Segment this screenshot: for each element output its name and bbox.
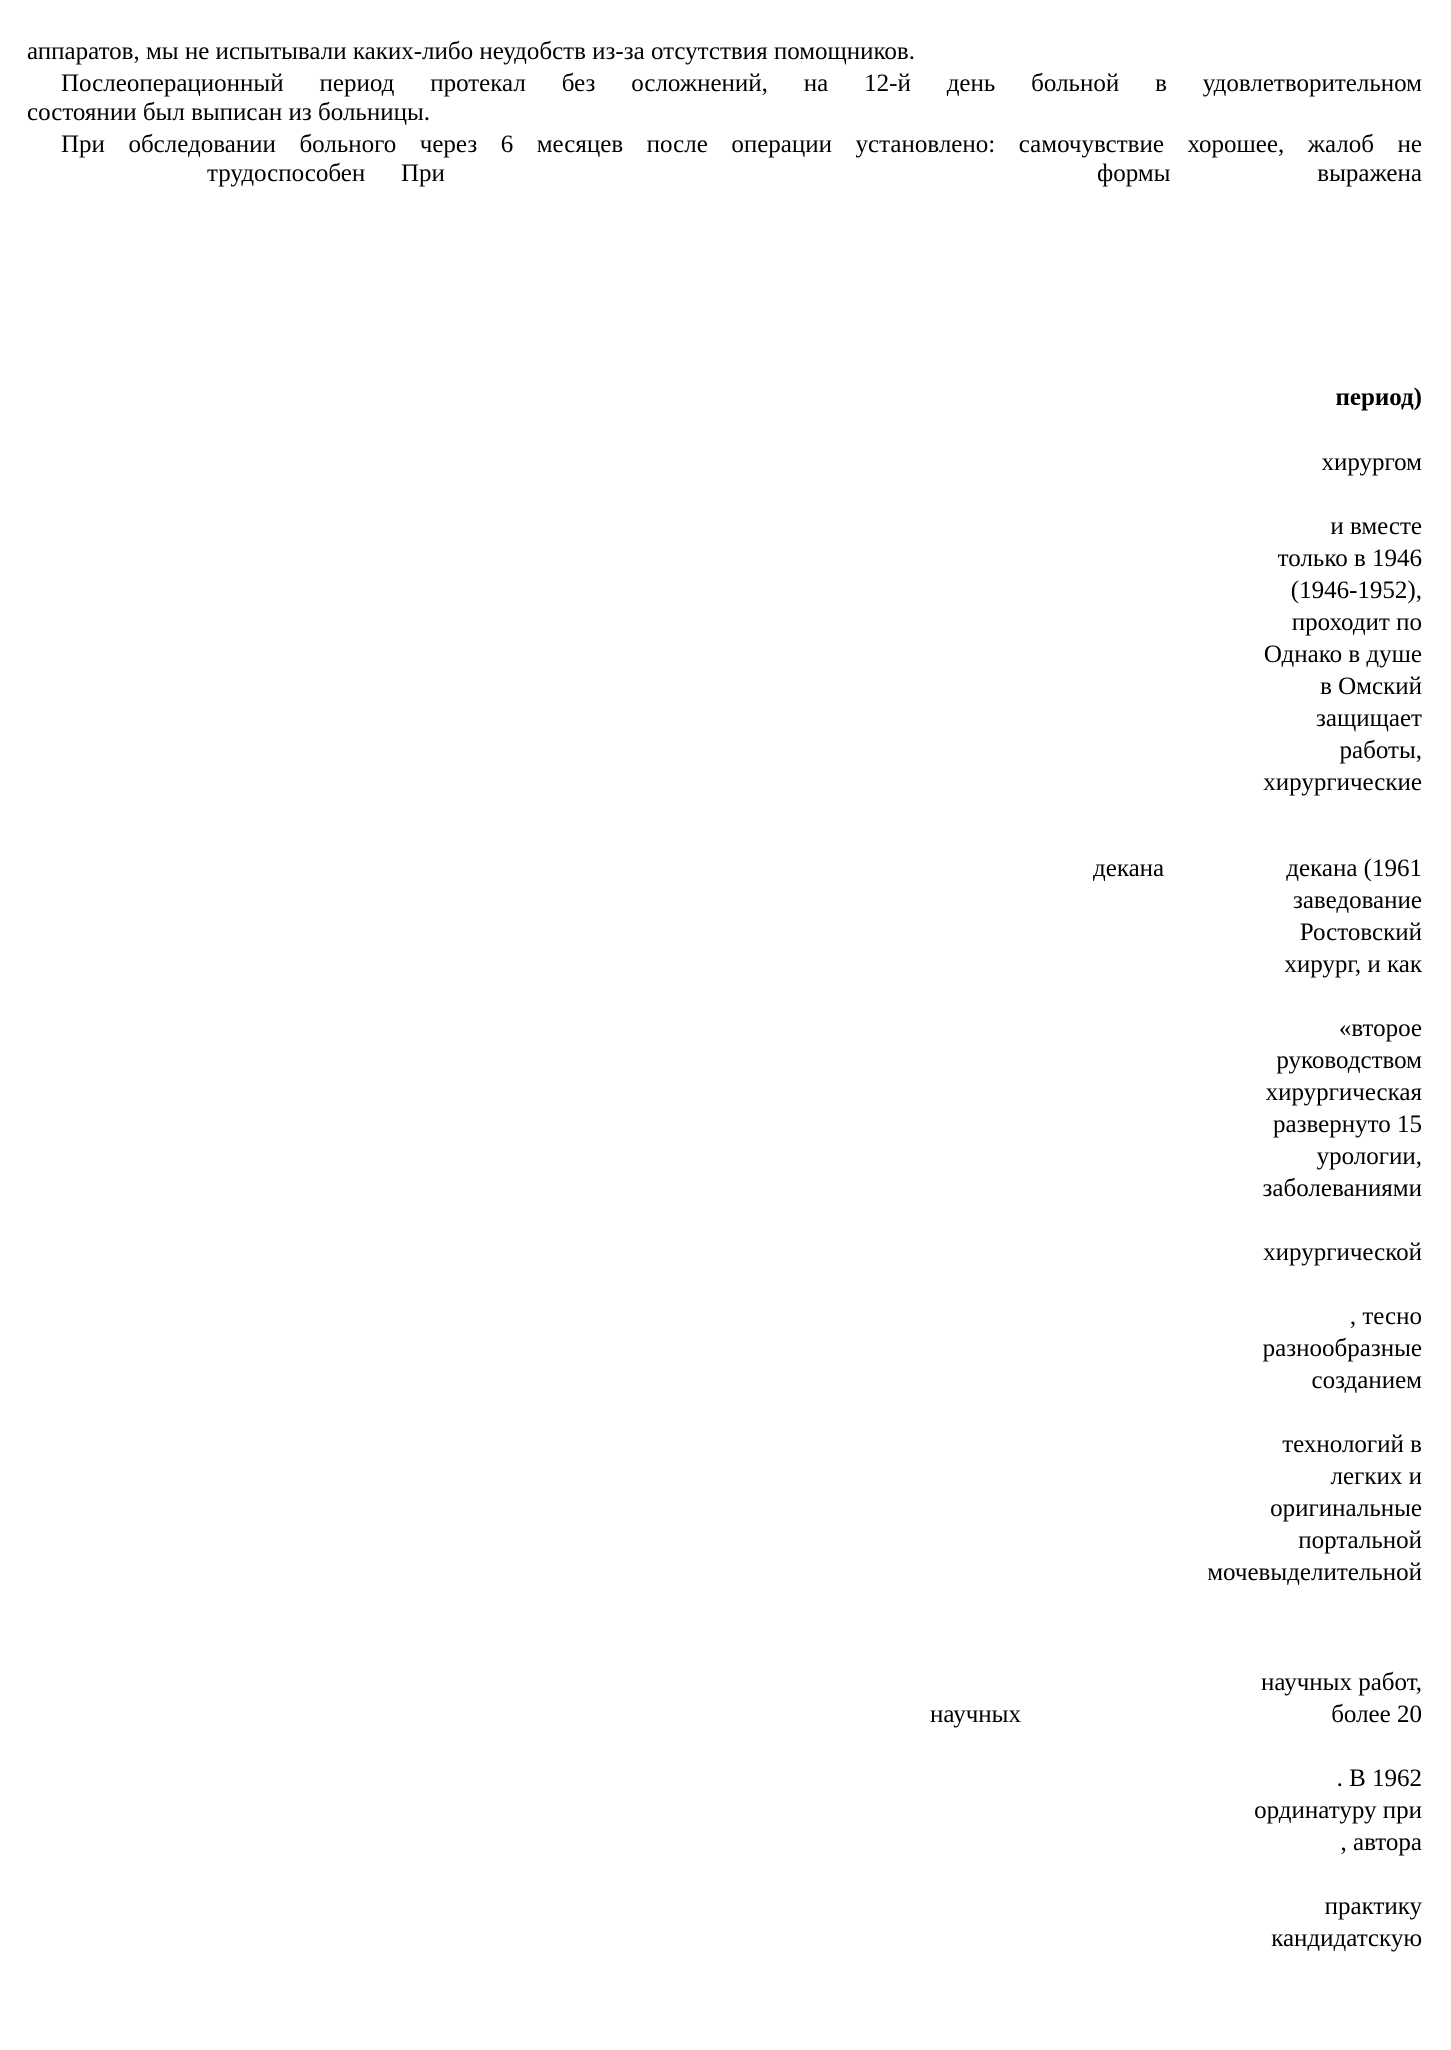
right-fragment: «второе xyxy=(1338,1015,1422,1042)
paragraph-line: аппаратов, мы не испытывали каких-либо неудобств из-за отсутствия помощников. xyxy=(27,38,915,65)
right-fragment: хирургической xyxy=(1263,1239,1422,1266)
text-fragment: трудоспособен xyxy=(207,160,366,187)
right-fragment: заведование xyxy=(1292,887,1422,914)
right-fragment: мочевыделительной xyxy=(1207,1559,1422,1586)
right-fragment: урологии, xyxy=(1316,1143,1422,1170)
right-fragment: руководством xyxy=(1276,1047,1422,1074)
right-fragment: только в 1946 xyxy=(1277,545,1422,572)
right-fragment: портальной xyxy=(1298,1527,1422,1554)
paragraph-line: состоянии был выписан из больницы. xyxy=(27,99,431,126)
right-fragment: (1946-1952), xyxy=(1290,577,1422,604)
right-fragment: Ростовский xyxy=(1299,919,1422,946)
text-fragment: декана xyxy=(1093,855,1165,882)
right-fragment: , тесно xyxy=(1349,1303,1422,1330)
right-fragment: Однако в душе xyxy=(1263,641,1422,668)
right-fragment: разнообразные xyxy=(1262,1335,1422,1362)
right-fragment: развернуто 15 xyxy=(1273,1111,1422,1138)
right-fragment: хирургом xyxy=(1321,449,1422,476)
right-fragment: хирург, и как xyxy=(1284,951,1422,978)
right-fragment: заболеваниями xyxy=(1262,1175,1422,1202)
text-fragment: выражена xyxy=(1317,160,1422,187)
right-fragment: оригинальные xyxy=(1270,1495,1422,1522)
right-fragment: проходит по xyxy=(1291,609,1422,636)
right-fragment: период) xyxy=(1335,384,1422,411)
right-fragment: ординатуру при xyxy=(1254,1797,1422,1824)
right-fragment: работы, xyxy=(1339,737,1422,764)
right-fragment: легких и xyxy=(1330,1463,1422,1490)
paragraph-line: При обследовании больного через 6 месяцев после операции установлено: самочувствие хорошее, жалоб не xyxy=(61,131,1422,158)
text-fragment: научных xyxy=(930,1701,1021,1728)
text-fragment: формы xyxy=(1097,160,1171,187)
right-fragment: практику xyxy=(1324,1893,1422,1920)
right-fragment: декана (1961 xyxy=(1286,855,1422,882)
right-fragment: защищает xyxy=(1316,705,1422,732)
right-fragment: , автора xyxy=(1340,1829,1422,1856)
right-fragment: . В 1962 xyxy=(1336,1765,1422,1792)
right-fragment: более 20 xyxy=(1331,1701,1422,1728)
text-fragment: При xyxy=(401,160,445,187)
right-fragment: созданием xyxy=(1311,1367,1422,1394)
right-fragment: хирургические xyxy=(1263,769,1422,796)
right-fragment: и вместе xyxy=(1330,513,1422,540)
right-fragment: в Омский xyxy=(1320,673,1422,700)
right-fragment: научных работ, xyxy=(1261,1669,1422,1696)
right-fragment: хирургическая xyxy=(1265,1079,1422,1106)
right-fragment: кандидатскую xyxy=(1271,1925,1422,1952)
paragraph-line: Послеоперационный период протекал без осложнений, на 12-й день больной в удовлетворительном xyxy=(61,70,1422,97)
right-fragment: технологий в xyxy=(1282,1431,1422,1458)
